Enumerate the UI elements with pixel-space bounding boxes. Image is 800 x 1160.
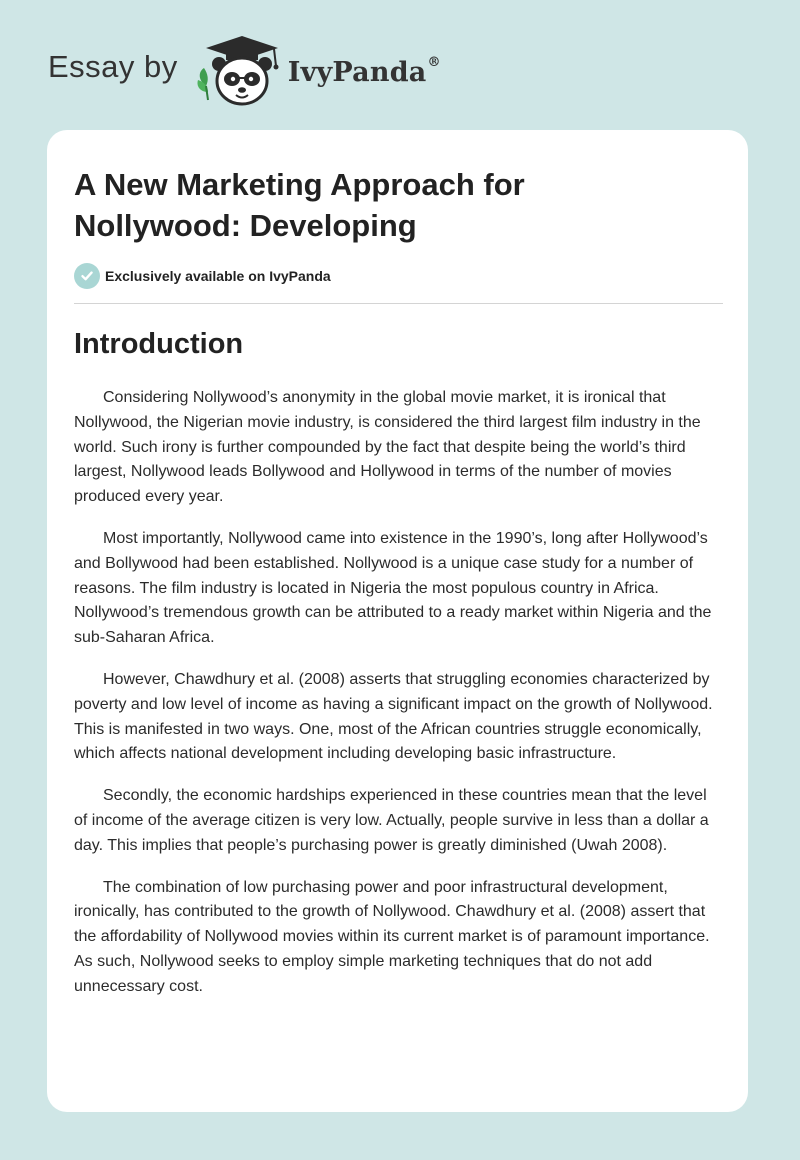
essay-card xyxy=(47,130,748,1112)
essay-body xyxy=(74,386,724,1017)
paragraph: The combination of low purchasing power and poor infrastructural development, ironically, has contributed to the growth of Nollywood. Chawdhury et al. (2008) assert that the affordability of Nollywood movies within its current market is of paramount importance. As such, Nollywood seeks to employ simple marketing techniques that do not add unnecessary cost. xyxy=(74,878,710,995)
check-circle-icon xyxy=(74,263,100,289)
brand-name: IvyPanda® xyxy=(287,54,441,88)
badge-text: Exclusively available on IvyPanda xyxy=(105,268,331,284)
brand-prefix: Essay by xyxy=(48,49,178,84)
brand-header[interactable] xyxy=(48,34,441,108)
exclusive-badge xyxy=(74,263,331,289)
section-heading: Introduction xyxy=(74,328,244,360)
paragraph: Secondly, the economic hardships experienced in these countries mean that the level of income of the average citizen is very low. Actually, people survive in less than a dollar a day. This implies that people’s purchasing power is greatly diminished (Uwah 2008). xyxy=(74,787,709,854)
panda-graduate-icon xyxy=(192,34,284,108)
divider xyxy=(74,303,723,304)
registered-mark: ® xyxy=(427,54,441,70)
essay-title: A New Marketing Approach for Nollywood: Developing xyxy=(74,167,525,243)
paragraph: However, Chawdhury et al. (2008) asserts that struggling economies characterized by poverty and low level of income as having a significant impact on the growth of Nollywood. This is manifested in two ways. One, most of the African countries struggle economically, which affects national development including developing basic infrastructure. xyxy=(74,670,713,763)
paragraph: Considering Nollywood’s anonymity in the global movie market, it is ironical that Nollywood, the Nigerian movie industry, is considered the third largest film industry in the world. Such irony is further compounded by the fact that despite being the world’s third largest, Nollywood leads Bollywood and Hollywood in terms of the number of movies produced every year. xyxy=(74,389,701,506)
paragraph: Most importantly, Nollywood came into existence in the 1990’s, long after Hollywood’s and Bollywood had been established. Nollywood is a unique case study for a number of reasons. The film industry is located in Nigeria the most populous country in Africa. Nollywood’s tremendous growth can be attributed to a ready market within Nigeria and the sub-Saharan Africa. xyxy=(74,529,712,647)
